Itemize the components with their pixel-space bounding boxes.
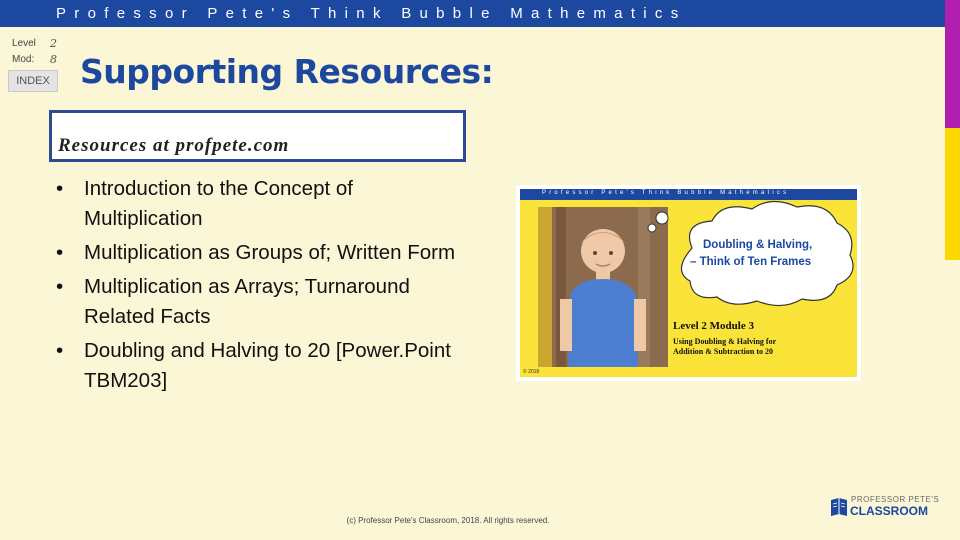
side-accent-yellow bbox=[945, 128, 960, 260]
footer-copyright: (c) Professor Pete's Classroom, 2018. All rights reserved. bbox=[346, 516, 550, 525]
side-accent-purple bbox=[945, 0, 960, 128]
list-item bbox=[56, 272, 456, 332]
list-item bbox=[56, 336, 456, 396]
page-title: Supporting Resources: bbox=[80, 52, 494, 91]
top-banner bbox=[0, 0, 945, 27]
brand-logo bbox=[829, 495, 940, 519]
bullet-icon: • bbox=[56, 177, 64, 200]
bullet-icon: • bbox=[56, 339, 64, 362]
bullet-icon: • bbox=[56, 241, 64, 264]
resource-link-box[interactable] bbox=[49, 110, 466, 162]
resource-link-text[interactable]: Resources at profpete.com bbox=[58, 135, 290, 156]
book-icon bbox=[829, 496, 849, 518]
list-item bbox=[56, 174, 456, 234]
mod-value: 8 bbox=[50, 53, 57, 66]
index-button[interactable]: INDEX bbox=[8, 70, 58, 92]
list-item-text: Multiplication as Groups of; Written Form bbox=[84, 241, 456, 264]
thumbnail-cloud-title: Doubling & Halving, bbox=[703, 239, 813, 251]
list-item-text: Multiplication as Arrays; Turnaround Related Facts bbox=[84, 275, 410, 328]
bullet-icon: • bbox=[56, 275, 64, 298]
thumbnail-slide bbox=[520, 189, 857, 377]
thumbnail-cloud-subtitle: – Think of Ten Frames bbox=[690, 256, 812, 268]
thumbnail-copyright: © 2018 bbox=[523, 369, 540, 375]
thumbnail-subtitle-line: Addition & Subtraction to 20 bbox=[673, 347, 774, 356]
thumbnail-series-title: Professor Pete's Think Bubble Mathematics bbox=[542, 190, 790, 196]
series-title: Professor Pete's Think Bubble Mathematics bbox=[56, 5, 687, 22]
resource-thumbnail[interactable] bbox=[516, 185, 861, 381]
list-item-text: Doubling and Halving to 20 [Power.Point TBM203] bbox=[84, 339, 451, 392]
thumbnail-level-module: Level 2 Module 3 bbox=[673, 320, 754, 332]
list-item bbox=[56, 238, 456, 268]
brand-line-main: CLASSROOM bbox=[850, 504, 928, 518]
level-label: Level bbox=[12, 38, 36, 49]
thumbnail-subtitle-line: Using Doubling & Halving for bbox=[673, 337, 777, 346]
brand-line-top: PROFESSOR PETE'S bbox=[851, 495, 940, 504]
mod-label: Mod: bbox=[12, 54, 35, 65]
level-value: 2 bbox=[50, 37, 57, 50]
list-item-text: Introduction to the Concept of Multiplication bbox=[84, 177, 353, 230]
resource-list bbox=[56, 174, 456, 400]
